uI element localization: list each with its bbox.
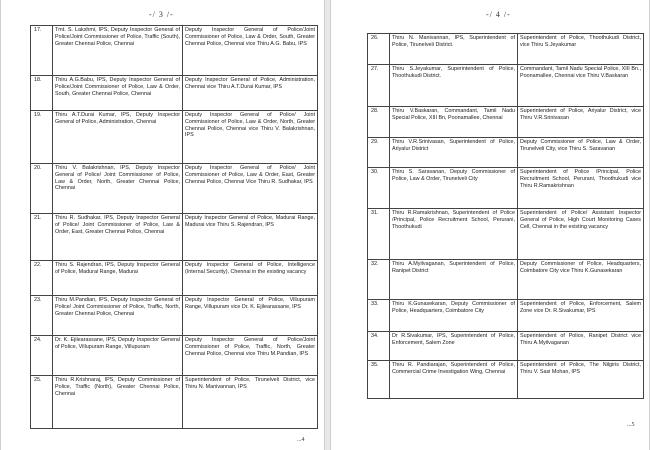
serial-number: 22.	[31, 261, 53, 296]
new-posting: Deputy Inspector General of Police, Villupuram Range, Villupuram vice Dr. K. Ejilearassane, IPS	[183, 296, 318, 336]
transfer-table-body	[368, 34, 644, 399]
new-posting: Deputy Inspector General of Police, Intelligence (Internal Security), Chennai in the existing vacancy	[183, 261, 318, 296]
table-row	[368, 107, 644, 138]
officer-details: Thiru V.R.Srinivasan, Superintendent of Police, Ariyalur District	[390, 138, 518, 168]
new-posting: Superintendent of Police, Enforcement, Salem Zone vice Dr. R.Sivakumar, IPS	[518, 300, 644, 332]
new-posting: Superintendent of Police, The Nilgiris District, Thiru V. Sasi Mohan, IPS	[518, 361, 644, 399]
new-posting: Superintendent of Police, Ranipet District vice Thiru A.Myilvaganan	[518, 332, 644, 361]
serial-number: 33.	[368, 300, 390, 332]
document-page-4	[330, 0, 650, 450]
new-posting: Superintendent of Police, Tirunelveli District, vice Thiru N. Manivannan, IPS	[183, 376, 318, 429]
transfer-table	[367, 33, 644, 399]
new-posting: Deputy Inspector General of Police/ Joint Commissioner of Police, Law & Order, North, Greater Chennai Police, Chennai vice Thiru V. Balakrishnan, IPS	[183, 111, 318, 164]
serial-number: 27.	[368, 65, 390, 107]
new-posting: Superintendent of Police/ Assistant Inspector General of Police, High Court Monitoring Cases Cell, Chennai in the existing vacancy	[518, 209, 644, 260]
officer-details: Thiru S. Saravanan, Deputy Commissioner of Police, Law & Order, Tirunelveli City	[390, 168, 518, 209]
officer-details: Thiru V. Balakrishnan, IPS, Deputy Inspector General of Police/ Joint Commissioner of Police, Law & Order, North, Greater Chennai Police, Chennai	[53, 164, 183, 214]
new-posting: Superintendent of Police /Principal, Police Recruitment School, Perurani, Thoothukudi vice Thiru R.Ramakrishnan	[518, 168, 644, 209]
new-posting: Deputy Inspector General of Police, Madurai Range, Madurai vice Thiru S. Rajendran, IPS	[183, 214, 318, 261]
officer-details: Thiru R.Krishnaraj, IPS, Deputy Commissioner of Police, Traffic (North), Greater Chennai Police, Chennai	[53, 376, 183, 429]
table-row	[31, 336, 318, 376]
new-posting: Deputy Inspector General of Police/Joint Commissioner of Police, Law & Order, South, Greater Chennai Police, Chennai vice Thiru A.G. Babu, IPS	[183, 26, 318, 76]
table-row	[368, 209, 644, 260]
serial-number: 31.	[368, 209, 390, 260]
officer-details: Thiru S.Jeyakumar, Superintendent of Police, Thoothukudi District.	[390, 65, 518, 107]
serial-number: 30.	[368, 168, 390, 209]
officer-details: Thiru R. Pandiarajan, Superintendent of Police, Commercial Crime Investigation Wing, Chennai	[390, 361, 518, 399]
table-row	[368, 65, 644, 107]
officer-details: Thiru A.T.Durai Kumar, IPS, Deputy Inspector General of Police, Administration, Chennai	[53, 111, 183, 164]
table-row	[368, 300, 644, 332]
table-row	[368, 34, 644, 65]
serial-number: 24.	[31, 336, 53, 376]
new-posting: Deputy Inspector General of Police/Joint Commissioner of Police, Traffic, North, Greater Chennai Police, Chennai vice Thiru M.Pandian, IPS	[183, 336, 318, 376]
officer-details: Dr R.Sivakumar, IPS, Superintendent of Police, Enforcement, Salem Zone	[390, 332, 518, 361]
table-row	[368, 168, 644, 209]
officer-details: Thiru S. Rajendran, IPS, Deputy Inspector General of Police, Madurai Range, Madurai	[53, 261, 183, 296]
serial-number: 21.	[31, 214, 53, 261]
officer-details: Tmt. S. Lakshmi, IPS, Deputy Inspector General of Police/Joint Commissioner of Police, Traffic (South), Greater Chennai Police, Chennai	[53, 26, 183, 76]
new-posting: Superintendent of Police, Ariyalur District, vice Thiru V.R.Srinivasan	[518, 107, 644, 138]
new-posting: Deputy Commissioner of Police, Headquarters, Coimbatore City vice Thiru K.Gunasekaran	[518, 260, 644, 300]
serial-number: 34.	[368, 332, 390, 361]
table-row	[31, 296, 318, 336]
page-continuation: ...5	[627, 422, 635, 428]
table-row	[31, 164, 318, 214]
table-row	[368, 138, 644, 168]
serial-number: 25.	[31, 376, 53, 429]
serial-number: 35.	[368, 361, 390, 399]
page-number: -/ 3 /-	[149, 10, 174, 19]
serial-number: 26.	[368, 34, 390, 65]
table-row	[31, 376, 318, 429]
officer-details: Thiru M.Pandian, IPS, Deputy Inspector General of Police/ Joint Commissioner of Police, Traffic, North, Greater Chennai Police, Chennai	[53, 296, 183, 336]
officer-details: Thiru V.Baskaran, Commandant, Tamil Nadu Special Police, XIII Bn, Poonamallee, Chennai	[390, 107, 518, 138]
serial-number: 29.	[368, 138, 390, 168]
table-row	[31, 111, 318, 164]
transfer-table-body	[31, 26, 318, 429]
new-posting: Commandant, Tamil Nadu Special Police, XIII Bn., Poonamallee, Chennai vice Thiru V.Baskaran	[518, 65, 644, 107]
new-posting: Deputy Inspector General of Police, Administration, Chennai vice Thiru A.T.Durai Kumar, IPS	[183, 76, 318, 111]
page-continuation: ...4	[297, 437, 305, 443]
serial-number: 17.	[31, 26, 53, 76]
table-row	[368, 361, 644, 399]
officer-details: Thiru A.G.Babu, IPS, Deputy Inspector General of Police/Joint Commissioner of Police, Law & Order, South, Greater Chennai Police, Chennai	[53, 76, 183, 111]
table-row	[31, 214, 318, 261]
serial-number: 19.	[31, 111, 53, 164]
serial-number: 20.	[31, 164, 53, 214]
officer-details: Thiru A.Myilvaganan, Superintendent of Police, Ranipet District	[390, 260, 518, 300]
officer-details: Thiru R.Ramakrishnan, Superintendent of Police /Principal, Police Recruitment School, Perurani, Thoothukudi	[390, 209, 518, 260]
table-row	[31, 76, 318, 111]
table-row	[31, 261, 318, 296]
officer-details: Dr. K. Ejilearassane, IPS, Deputy Inspector General of Police, Villupuram Range, Villupuram	[53, 336, 183, 376]
officer-details: Thiru K.Gunasekaran, Deputy Commissioner of Police, Headquarters, Coimbatore City	[390, 300, 518, 332]
transfer-table	[30, 25, 318, 429]
officer-details: Thiru R. Sudhakar, IPS, Deputy Inspector General of Police/ Joint Commissioner of Police, Law & Order, East, Greater Chennai Police, Chennai	[53, 214, 183, 261]
new-posting: Deputy Inspector General of Police/ Joint Commissioner of Police, Law & Order, East, Greater Chennai Police, Chennai Vice Thiru R. Sudhakar, IPS	[183, 164, 318, 214]
new-posting: Superintendent of Police, Thoothukudi District, vice Thiru S.Jeyakumar	[518, 34, 644, 65]
new-posting: Deputy Commissioner of Police, Law & Order, Tirunelveli City, vice Thiru S. Saravanan	[518, 138, 644, 168]
serial-number: 18.	[31, 76, 53, 111]
serial-number: 23.	[31, 296, 53, 336]
table-row	[368, 332, 644, 361]
page-number: -/ 4 /-	[486, 10, 511, 19]
officer-details: Thiru N. Manivannan, IPS, Superintendent of Police, Tirunelveli District.	[390, 34, 518, 65]
serial-number: 28.	[368, 107, 390, 138]
table-row	[368, 260, 644, 300]
serial-number: 32.	[368, 260, 390, 300]
table-row	[31, 26, 318, 76]
